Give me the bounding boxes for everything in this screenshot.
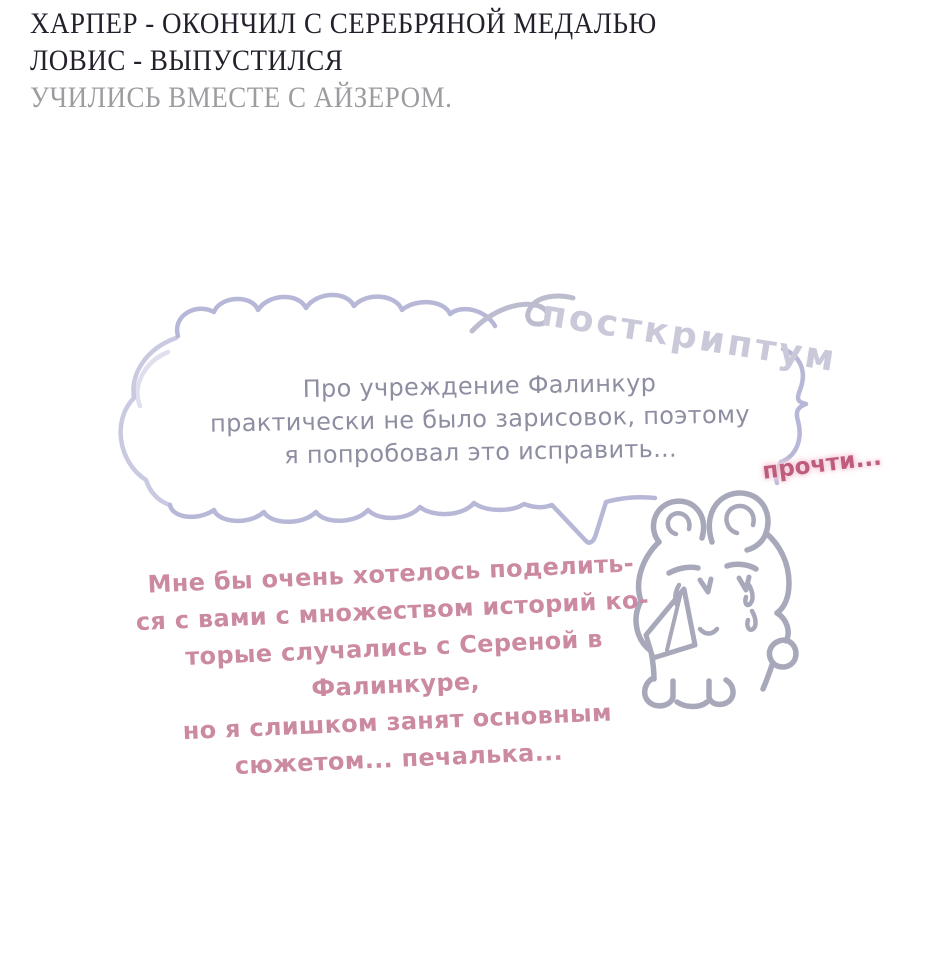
read-it-note: прочти... — [761, 444, 883, 485]
left-eye-icon — [700, 579, 711, 592]
bubble-top-edge — [177, 295, 495, 336]
author-note — [95, 543, 694, 791]
bubble-bottom-edge — [170, 497, 655, 542]
bubble-line: практически не было зарисовок, поэтому — [209, 400, 751, 438]
author-note-line: торые случались с Сереной в Фалинкуре, — [184, 624, 604, 703]
right-curl-inner — [726, 506, 753, 533]
bubble-line: я попробовал это исправить... — [283, 434, 678, 470]
author-note-line: Мне бы очень хотелось поделить- — [147, 549, 635, 599]
author-note-line: но я слишком занят основным — [182, 698, 613, 746]
speech-bubble-text — [149, 364, 811, 475]
header-captions — [30, 4, 657, 115]
caption-studied-together: УЧИЛИСЬ ВМЕСТЕ С АЙЗЕРОМ. — [30, 81, 453, 114]
right-curl-icon — [709, 493, 768, 550]
bubble-line: Про учреждение Фалинкур — [302, 368, 657, 404]
head-right-outline — [766, 533, 789, 613]
mouth — [700, 629, 717, 634]
author-note-line: сюжетом... печалька... — [234, 737, 564, 780]
author-note-line: ся с вами с множеством историй ко- — [135, 585, 650, 637]
caption-harper: ХАРПЕР - ОКОНЧИЛ С СЕРЕБРЯНОЙ МЕДАЛЬЮ — [30, 7, 657, 40]
right-eyebrow — [727, 564, 756, 569]
body-right-lower — [763, 665, 772, 689]
postscript-label: посткриптум — [538, 293, 841, 381]
left-curl-inner — [668, 513, 690, 534]
right-boot — [709, 680, 733, 704]
right-shoulder — [777, 613, 788, 641]
caption-lovis: ЛОВИС - ВЫПУСТИЛСЯ — [30, 44, 344, 77]
left-curl-icon — [653, 501, 703, 542]
tear-right-2 — [747, 611, 755, 630]
